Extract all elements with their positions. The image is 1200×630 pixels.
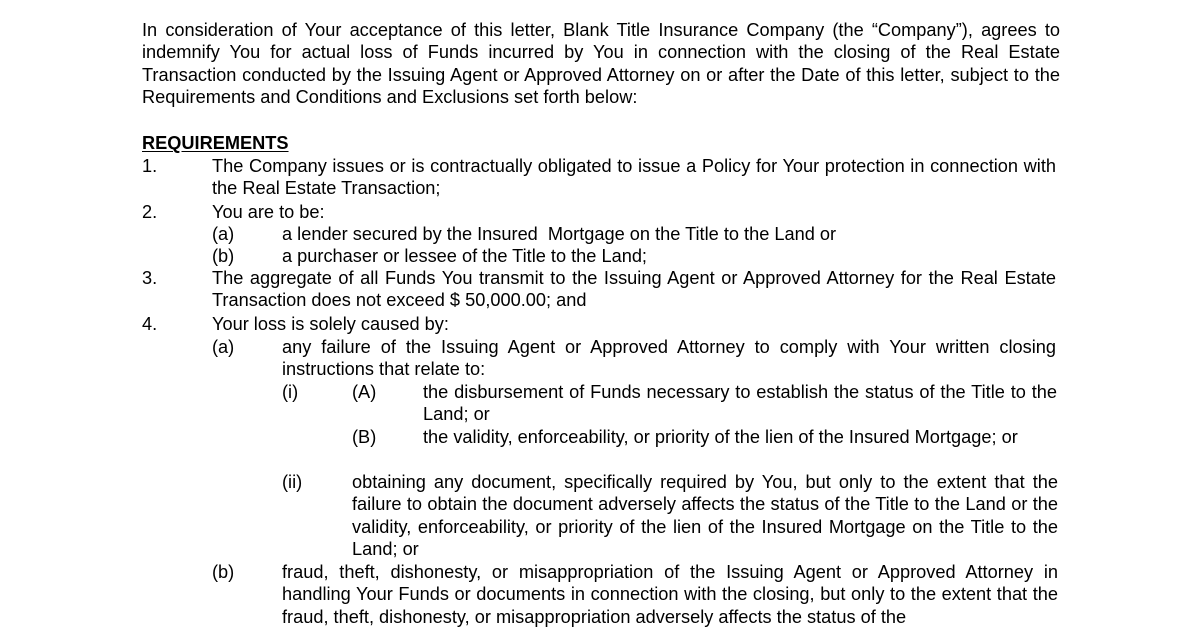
requirements-heading: REQUIREMENTS: [142, 133, 289, 153]
item-4a-i-A-label: (A): [352, 382, 377, 402]
item-4a-ii-label: (ii): [282, 472, 303, 492]
item-4a-i-A-text: the disbursement of Funds necessary to establish the status of the Title to the Land; or: [423, 382, 1057, 425]
item-2-text: You are to be:: [212, 202, 325, 222]
item-4a-text: any failure of the Issuing Agent or Approved Attorney to comply with Your written closing instructions that relate to:: [282, 337, 1056, 380]
item-3-text: The aggregate of all Funds You transmit to the Issuing Agent or Approved Attorney for the Real Estate Transaction does not exceed $ 50,000.00; and: [212, 268, 1056, 311]
item-4a-i-label: (i): [282, 382, 299, 402]
item-2-number: 2.: [142, 202, 158, 222]
item-4a-i-B-label: (B): [352, 427, 377, 447]
item-4a-i-B-text: the validity, enforceability, or priority of the lien of the Insured Mortgage; or: [423, 427, 1018, 447]
item-4b-label: (b): [212, 562, 235, 582]
item-3-number: 3.: [142, 268, 158, 288]
item-2a-label: (a): [212, 224, 235, 244]
item-2a-text: a lender secured by the Insured Mortgage on the Title to the Land or: [282, 224, 837, 244]
item-1-text: The Company issues or is contractually obligated to issue a Policy for Your protection in connection with the Real Estate Transaction;: [212, 156, 1056, 199]
item-4-number: 4.: [142, 314, 158, 334]
item-1-number: 1.: [142, 156, 158, 176]
item-2b-label: (b): [212, 246, 235, 266]
intro-paragraph: In consideration of Your acceptance of this letter, Blank Title Insurance Company (the “Company”), agrees to indemnify You for actual loss of Funds incurred by You in connection with the closing of the Real Estate Transaction conducted by the Issuing Agent or Approved Attorney on or after the Date of this letter, subject to the Requirements and Conditions and Exclusions set forth below:: [142, 20, 1060, 108]
item-4a-ii-text: obtaining any document, specifically required by You, but only to the extent that the failure to obtain the document adversely affects the status of the Title to the Land or the validity, enforceability, or priority of the lien of the Insured Mortgage on the Title to the Land; or: [352, 472, 1058, 560]
item-4b-text: fraud, theft, dishonesty, or misappropriation of the Issuing Agent or Approved Attorney in handling Your Funds or documents in connection with the closing, but only to the extent that the fraud, theft, dishonesty, or misappropriation adversely affects the status of the: [282, 562, 1058, 627]
item-4-text: Your loss is solely caused by:: [212, 314, 449, 334]
item-2b-text: a purchaser or lessee of the Title to the Land;: [282, 246, 647, 266]
item-4a-label: (a): [212, 337, 235, 357]
